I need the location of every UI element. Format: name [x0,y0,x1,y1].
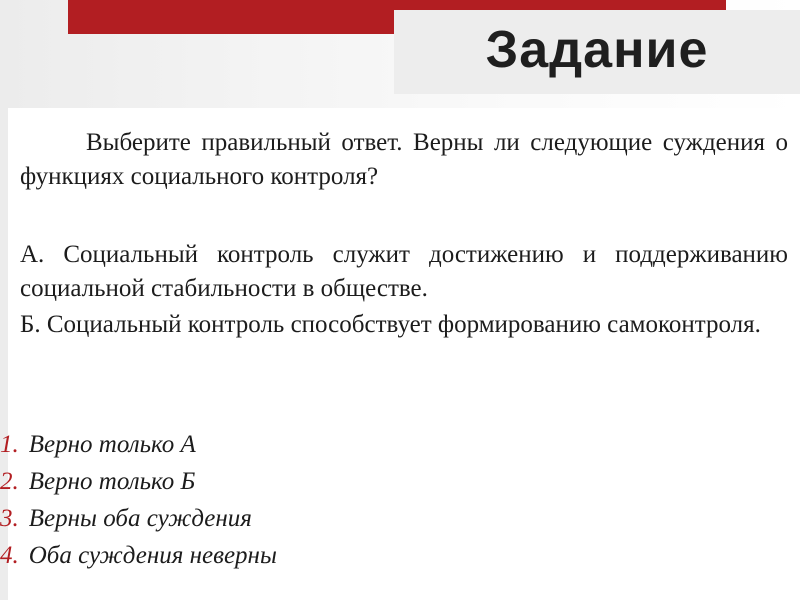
answer-number: 2. [0,468,19,495]
answer-option-3[interactable] [0,500,277,537]
statement-a: А. Социальный контроль служит достижению и поддерживанию социальной стабильности в обществе. [20,241,788,302]
title-box [394,10,800,94]
answer-number: 1. [0,431,19,458]
answer-list [0,426,277,574]
answer-number: 4. [0,542,19,569]
answer-number: 3. [0,505,19,532]
statement-b: Б. Социальный контроль способствует формированию самоконтроля. [20,311,761,338]
answer-option-4[interactable] [0,537,277,574]
answer-text: Верно только А [28,431,196,458]
answer-text: Верны оба суждения [28,505,252,532]
content-panel [0,108,800,600]
question-text: Выберите правильный ответ. Верны ли следующие суждения о функциях социального контроля? [20,129,788,190]
slide-title: Задание [485,21,709,79]
answer-text: Оба суждения неверны [28,542,277,569]
answer-option-1[interactable] [0,426,277,463]
answer-text: Верно только Б [28,468,196,495]
answer-option-2[interactable] [0,463,277,500]
